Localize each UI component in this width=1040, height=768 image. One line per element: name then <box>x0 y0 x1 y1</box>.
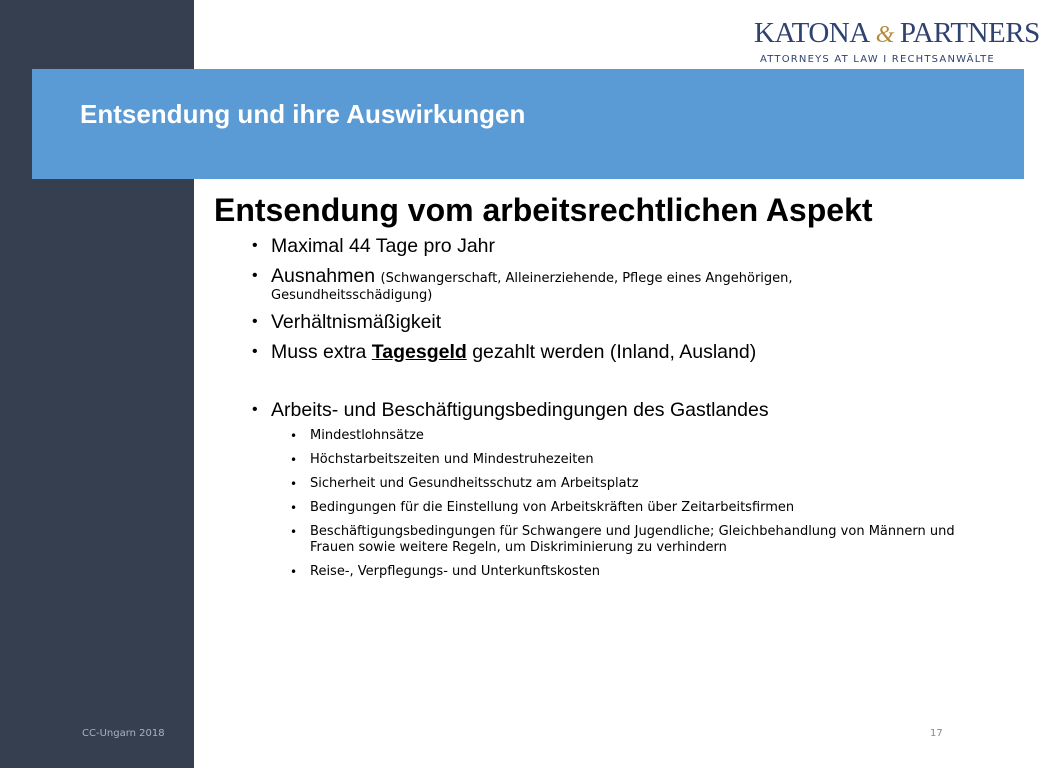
list-spacer <box>214 370 994 392</box>
sub-bullet-icon: • <box>290 477 298 491</box>
content-heading: Entsendung vom arbeitsrechtlichen Aspekt <box>214 192 873 228</box>
bullet-text: Ausnahmen <box>271 265 376 287</box>
bullet-text-start: Muss extra <box>271 341 372 363</box>
bullet-note: (Schwangerschaft, Alleinerziehende, Pflege eines Angehörigen, <box>380 271 793 286</box>
sub-list-item <box>214 500 994 516</box>
company-logo <box>752 16 1040 72</box>
logo-name-left: KATONA <box>754 17 870 49</box>
main-bullet-list <box>214 234 994 422</box>
page-number: 17 <box>930 728 943 739</box>
slide-content <box>214 190 994 588</box>
bullet-text-end: gezahlt werden (Inland, Ausland) <box>466 341 757 363</box>
sub-list-item <box>214 524 994 556</box>
list-item <box>214 310 994 334</box>
bullet-icon: • <box>252 267 258 284</box>
bullet-text: Arbeits- und Beschäftigungsbedingungen des Gastlandes <box>271 399 769 421</box>
sub-bullet-icon: • <box>290 429 298 443</box>
bullet-text: Verhältnismäßigkeit <box>271 311 442 333</box>
slide-title: Entsendung und ihre Auswirkungen <box>80 99 526 129</box>
logo-name-right: PARTNERS <box>899 17 1040 49</box>
bullet-icon: • <box>252 237 258 254</box>
sub-list-item <box>214 428 994 444</box>
sub-bullet-icon: • <box>290 525 298 539</box>
sub-list-item <box>214 476 994 492</box>
sub-list-item <box>214 452 994 468</box>
bullet-icon: • <box>252 343 258 360</box>
list-item <box>214 398 994 422</box>
logo-ampersand: & <box>875 22 894 48</box>
sub-bullet-text: Höchstarbeitszeiten und Mindestruhezeiten <box>310 452 594 467</box>
sub-bullet-text: Mindestlohnsätze <box>310 428 424 443</box>
sub-list-item <box>214 564 994 580</box>
bullet-text: Maximal 44 Tage pro Jahr <box>271 235 496 257</box>
sub-bullet-icon: • <box>290 501 298 515</box>
logo-wordmark <box>754 16 1040 52</box>
sub-bullet-text: Sicherheit und Gesundheitsschutz am Arbeitsplatz <box>310 476 639 491</box>
sub-bullet-text: Bedingungen für die Einstellung von Arbeitskräften über Zeitarbeitsfirmen <box>310 500 795 515</box>
list-item <box>214 340 994 364</box>
footer-label: CC-Ungarn 2018 <box>82 728 165 739</box>
list-item <box>214 264 994 304</box>
bullet-note-continued: Gesundheitsschädigung) <box>271 288 433 303</box>
bullet-icon: • <box>252 313 258 330</box>
sub-bullet-icon: • <box>290 453 298 467</box>
sub-bullet-text: Reise-, Verpflegungs- und Unterkunftskosten <box>310 564 601 579</box>
bullet-emphasis: Tagesgeld <box>371 341 467 363</box>
sub-bullet-list <box>214 428 994 580</box>
sub-bullet-icon: • <box>290 565 298 579</box>
bullet-icon: • <box>252 401 258 418</box>
logo-tagline: ATTORNEYS AT LAW I RECHTSANWÄLTE <box>760 54 995 65</box>
sub-bullet-text: Beschäftigungsbedingungen für Schwangere und Jugendliche; Gleichbehandlung von Männern und Frauen sowie weitere Regeln, um Diskriminierung zu verhindern <box>310 524 955 555</box>
list-item <box>214 234 994 258</box>
